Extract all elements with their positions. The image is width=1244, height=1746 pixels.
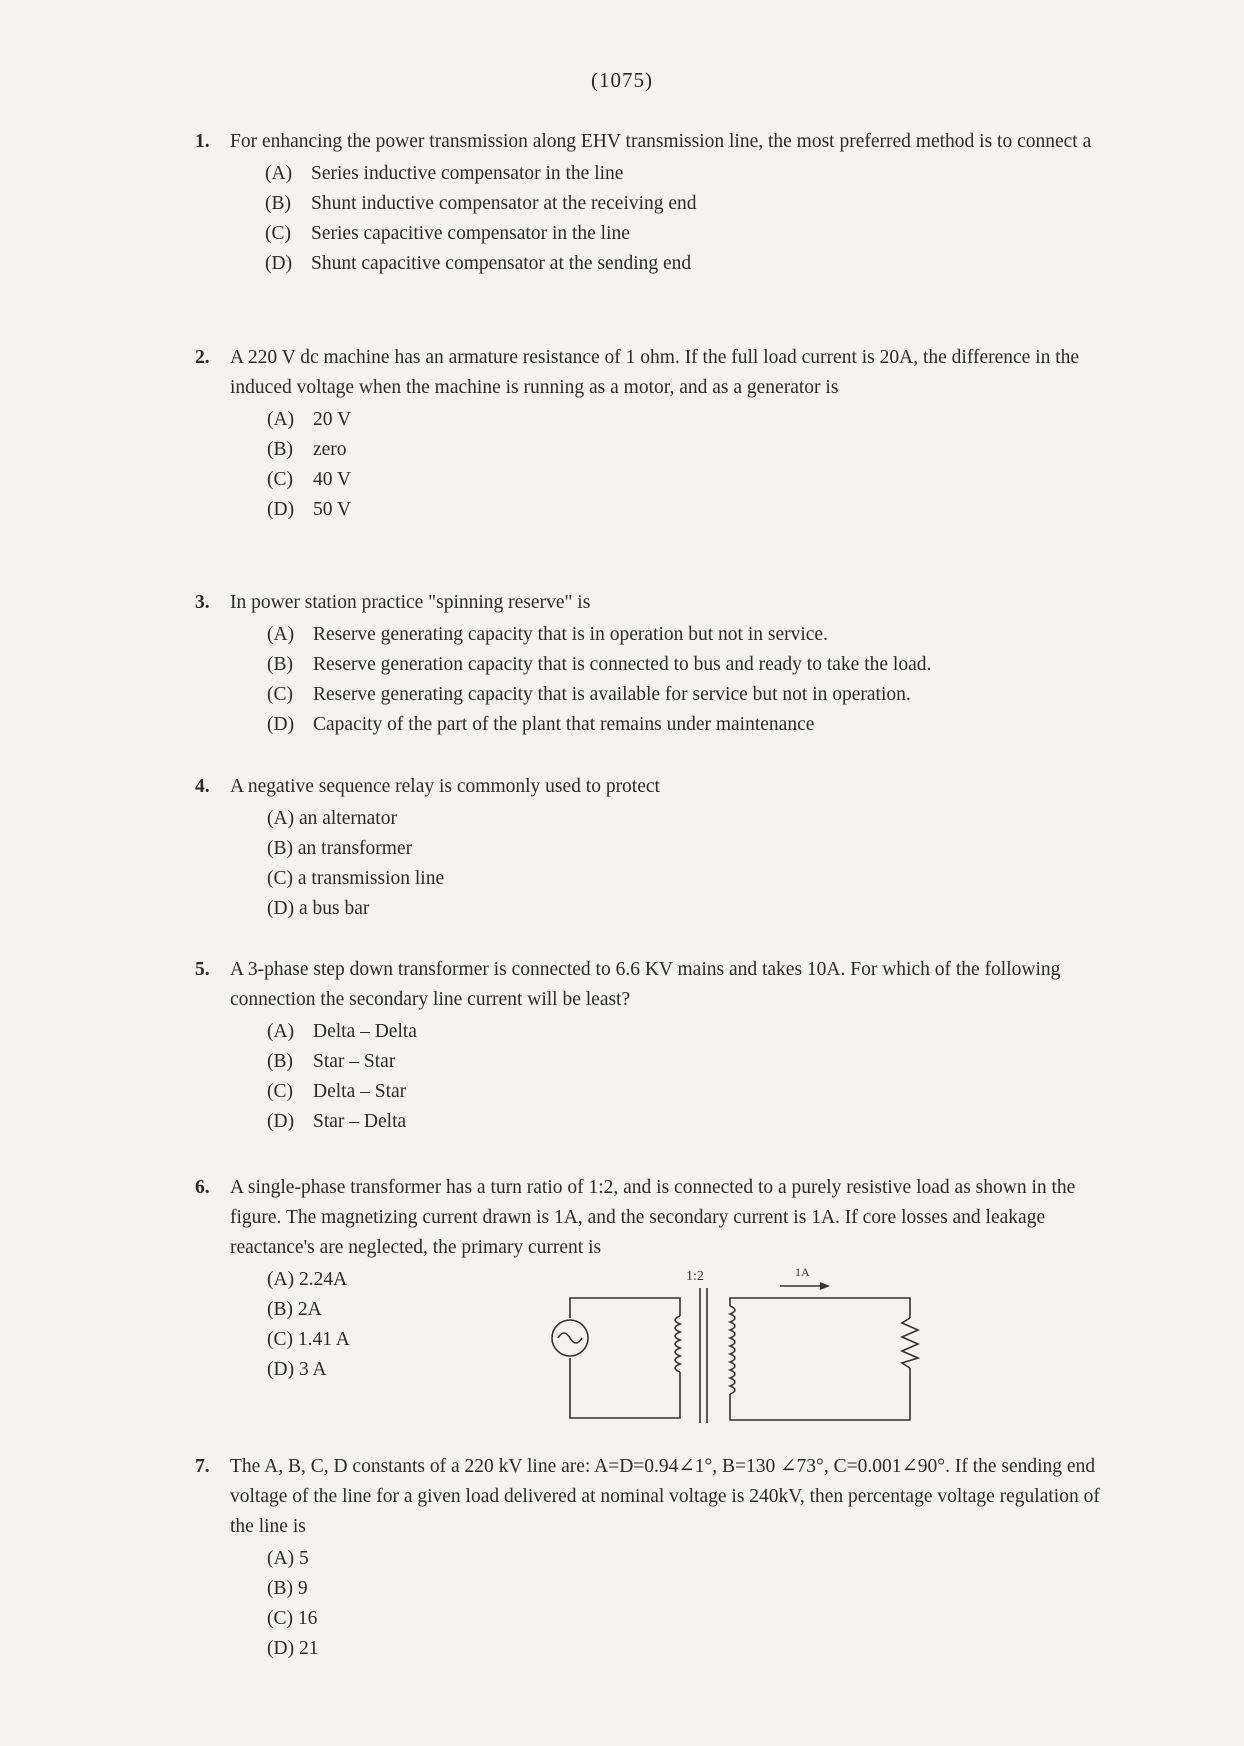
option-c: [267, 864, 1105, 894]
question-1: [195, 127, 1105, 279]
option-label: (B): [267, 1299, 293, 1320]
option-d: [267, 894, 1105, 924]
option-label: (A): [267, 624, 295, 645]
option-d: [267, 1107, 1105, 1137]
option-a: [267, 405, 1105, 435]
option-text: 50 V: [313, 499, 352, 520]
option-b: [267, 834, 1105, 864]
question-stem: The A, B, C, D constants of a 220 kV line are: A=D=0.94∠1°, B=130 ∠73°, C=0.001∠90°. If the sending end voltage of the line for a given load delivered at nominal voltage is 240kV, then percentage voltage regulation of the line is: [230, 1456, 1100, 1537]
question-stem: A negative sequence relay is commonly used to protect: [230, 776, 660, 797]
option-label: (D): [265, 253, 293, 274]
option-d: [267, 1355, 467, 1385]
option-c: [267, 1077, 1105, 1107]
question-4: [195, 772, 1105, 924]
option-text: an transformer: [297, 838, 413, 859]
question-number: 6.: [195, 1177, 210, 1198]
option-label: (D): [267, 1359, 295, 1380]
question-number: 4.: [195, 776, 210, 797]
option-a: [267, 1017, 1105, 1047]
option-label: (C): [265, 223, 291, 244]
secondary-winding: [730, 1306, 735, 1394]
option-c: [267, 465, 1105, 495]
option-a: [265, 159, 1105, 189]
option-label: (A): [267, 1021, 295, 1042]
option-d: [267, 710, 1105, 740]
option-a: [267, 620, 1105, 650]
option-text: an alternator: [298, 808, 397, 829]
option-b: [267, 1574, 1105, 1604]
question-5: [195, 955, 1105, 1137]
option-label: (C): [267, 1329, 293, 1350]
option-text: a transmission line: [297, 868, 445, 889]
question-stem: A 3-phase step down transformer is connected to 6.6 KV mains and takes 10A. For which of the following connection the secondary line current will be least?: [230, 959, 1061, 1010]
option-b: [267, 650, 1105, 680]
turns-ratio-label: 1:2: [686, 1269, 704, 1284]
option-label: (A): [267, 1548, 295, 1569]
option-label: (C): [267, 868, 293, 889]
option-label: (D): [267, 898, 295, 919]
option-label: (B): [267, 838, 293, 859]
transformer-circuit-figure: [540, 1258, 930, 1428]
option-text: 5: [298, 1548, 309, 1569]
current-label: 1A: [795, 1265, 810, 1279]
question-number: 5.: [195, 959, 210, 980]
option-text: Star – Delta: [313, 1111, 407, 1132]
question-number: 2.: [195, 347, 210, 368]
option-a: [267, 1265, 467, 1295]
option-text: Reserve generation capacity that is connected to bus and ready to take the load.: [313, 654, 932, 675]
option-text: 20 V: [313, 409, 352, 430]
option-text: Series capacitive compensator in the line: [311, 223, 630, 244]
option-text: 1.41 A: [297, 1329, 350, 1350]
option-text: zero: [313, 439, 347, 460]
option-text: 40 V: [313, 469, 352, 490]
option-text: Capacity of the part of the plant that remains under maintenance: [313, 714, 815, 735]
option-label: (C): [267, 684, 293, 705]
primary-winding: [675, 1316, 680, 1372]
option-text: 21: [298, 1638, 319, 1659]
question-stem: In power station practice "spinning reserve" is: [230, 592, 591, 613]
option-label: (B): [267, 654, 293, 675]
option-text: Delta – Delta: [313, 1021, 417, 1042]
option-label: (A): [267, 409, 295, 430]
option-label: (A): [267, 1269, 295, 1290]
option-text: Shunt capacitive compensator at the sending end: [311, 253, 692, 274]
option-c: [267, 680, 1105, 710]
question-number: 7.: [195, 1456, 210, 1477]
option-label: (C): [267, 469, 293, 490]
option-c: [267, 1604, 1105, 1634]
option-text: 9: [297, 1578, 308, 1599]
option-label: (B): [267, 439, 293, 460]
option-text: Series inductive compensator in the line: [311, 163, 624, 184]
option-c: [265, 219, 1105, 249]
option-text: 2A: [297, 1299, 322, 1320]
option-label: (D): [267, 714, 295, 735]
option-b: [267, 1295, 467, 1325]
option-b: [267, 435, 1105, 465]
option-text: 16: [297, 1608, 318, 1629]
option-label: (B): [267, 1578, 293, 1599]
page-code: (1075): [591, 68, 653, 92]
option-b: [267, 1047, 1105, 1077]
option-text: 2.24A: [298, 1269, 348, 1290]
option-label: (D): [267, 1638, 295, 1659]
question-2: [195, 343, 1105, 525]
option-label: (D): [267, 499, 295, 520]
option-text: Shunt inductive compensator at the receiving end: [311, 193, 697, 214]
option-text: Delta – Star: [313, 1081, 407, 1102]
question-number: 3.: [195, 592, 210, 613]
option-label: (C): [267, 1608, 293, 1629]
option-text: Reserve generating capacity that is available for service but not in operation.: [313, 684, 911, 705]
question-stem: A single-phase transformer has a turn ratio of 1:2, and is connected to a purely resistive load as shown in the figure. The magnetizing current drawn is 1A, and the secondary current is 1A. If core losses and leakage reactance's are neglected, the primary current is: [230, 1177, 1076, 1258]
option-label: (C): [267, 1081, 293, 1102]
option-text: 3 A: [298, 1359, 327, 1380]
question-7: [195, 1452, 1105, 1664]
question-stem: A 220 V dc machine has an armature resistance of 1 ohm. If the full load current is 20A, the difference in the induced voltage when the machine is running as a motor, and as a generator is: [230, 347, 1080, 398]
option-label: (B): [267, 1051, 293, 1072]
option-c: [267, 1325, 467, 1355]
option-text: Reserve generating capacity that is in operation but not in service.: [313, 624, 828, 645]
question-stem: For enhancing the power transmission along EHV transmission line, the most preferred method is to connect a: [230, 131, 1092, 152]
option-d: [267, 495, 1105, 525]
option-label: (B): [265, 193, 291, 214]
option-a: [267, 804, 1105, 834]
question-number: 1.: [195, 131, 210, 152]
load-resistor: [902, 1318, 918, 1368]
option-a: [267, 1544, 1105, 1574]
question-3: [195, 588, 1105, 740]
option-label: (D): [267, 1111, 295, 1132]
option-d: [267, 1634, 1105, 1664]
option-text: Star – Star: [313, 1051, 396, 1072]
option-text: a bus bar: [298, 898, 370, 919]
option-label: (A): [267, 808, 295, 829]
option-b: [265, 189, 1105, 219]
option-d: [265, 249, 1105, 279]
option-label: (A): [265, 163, 293, 184]
